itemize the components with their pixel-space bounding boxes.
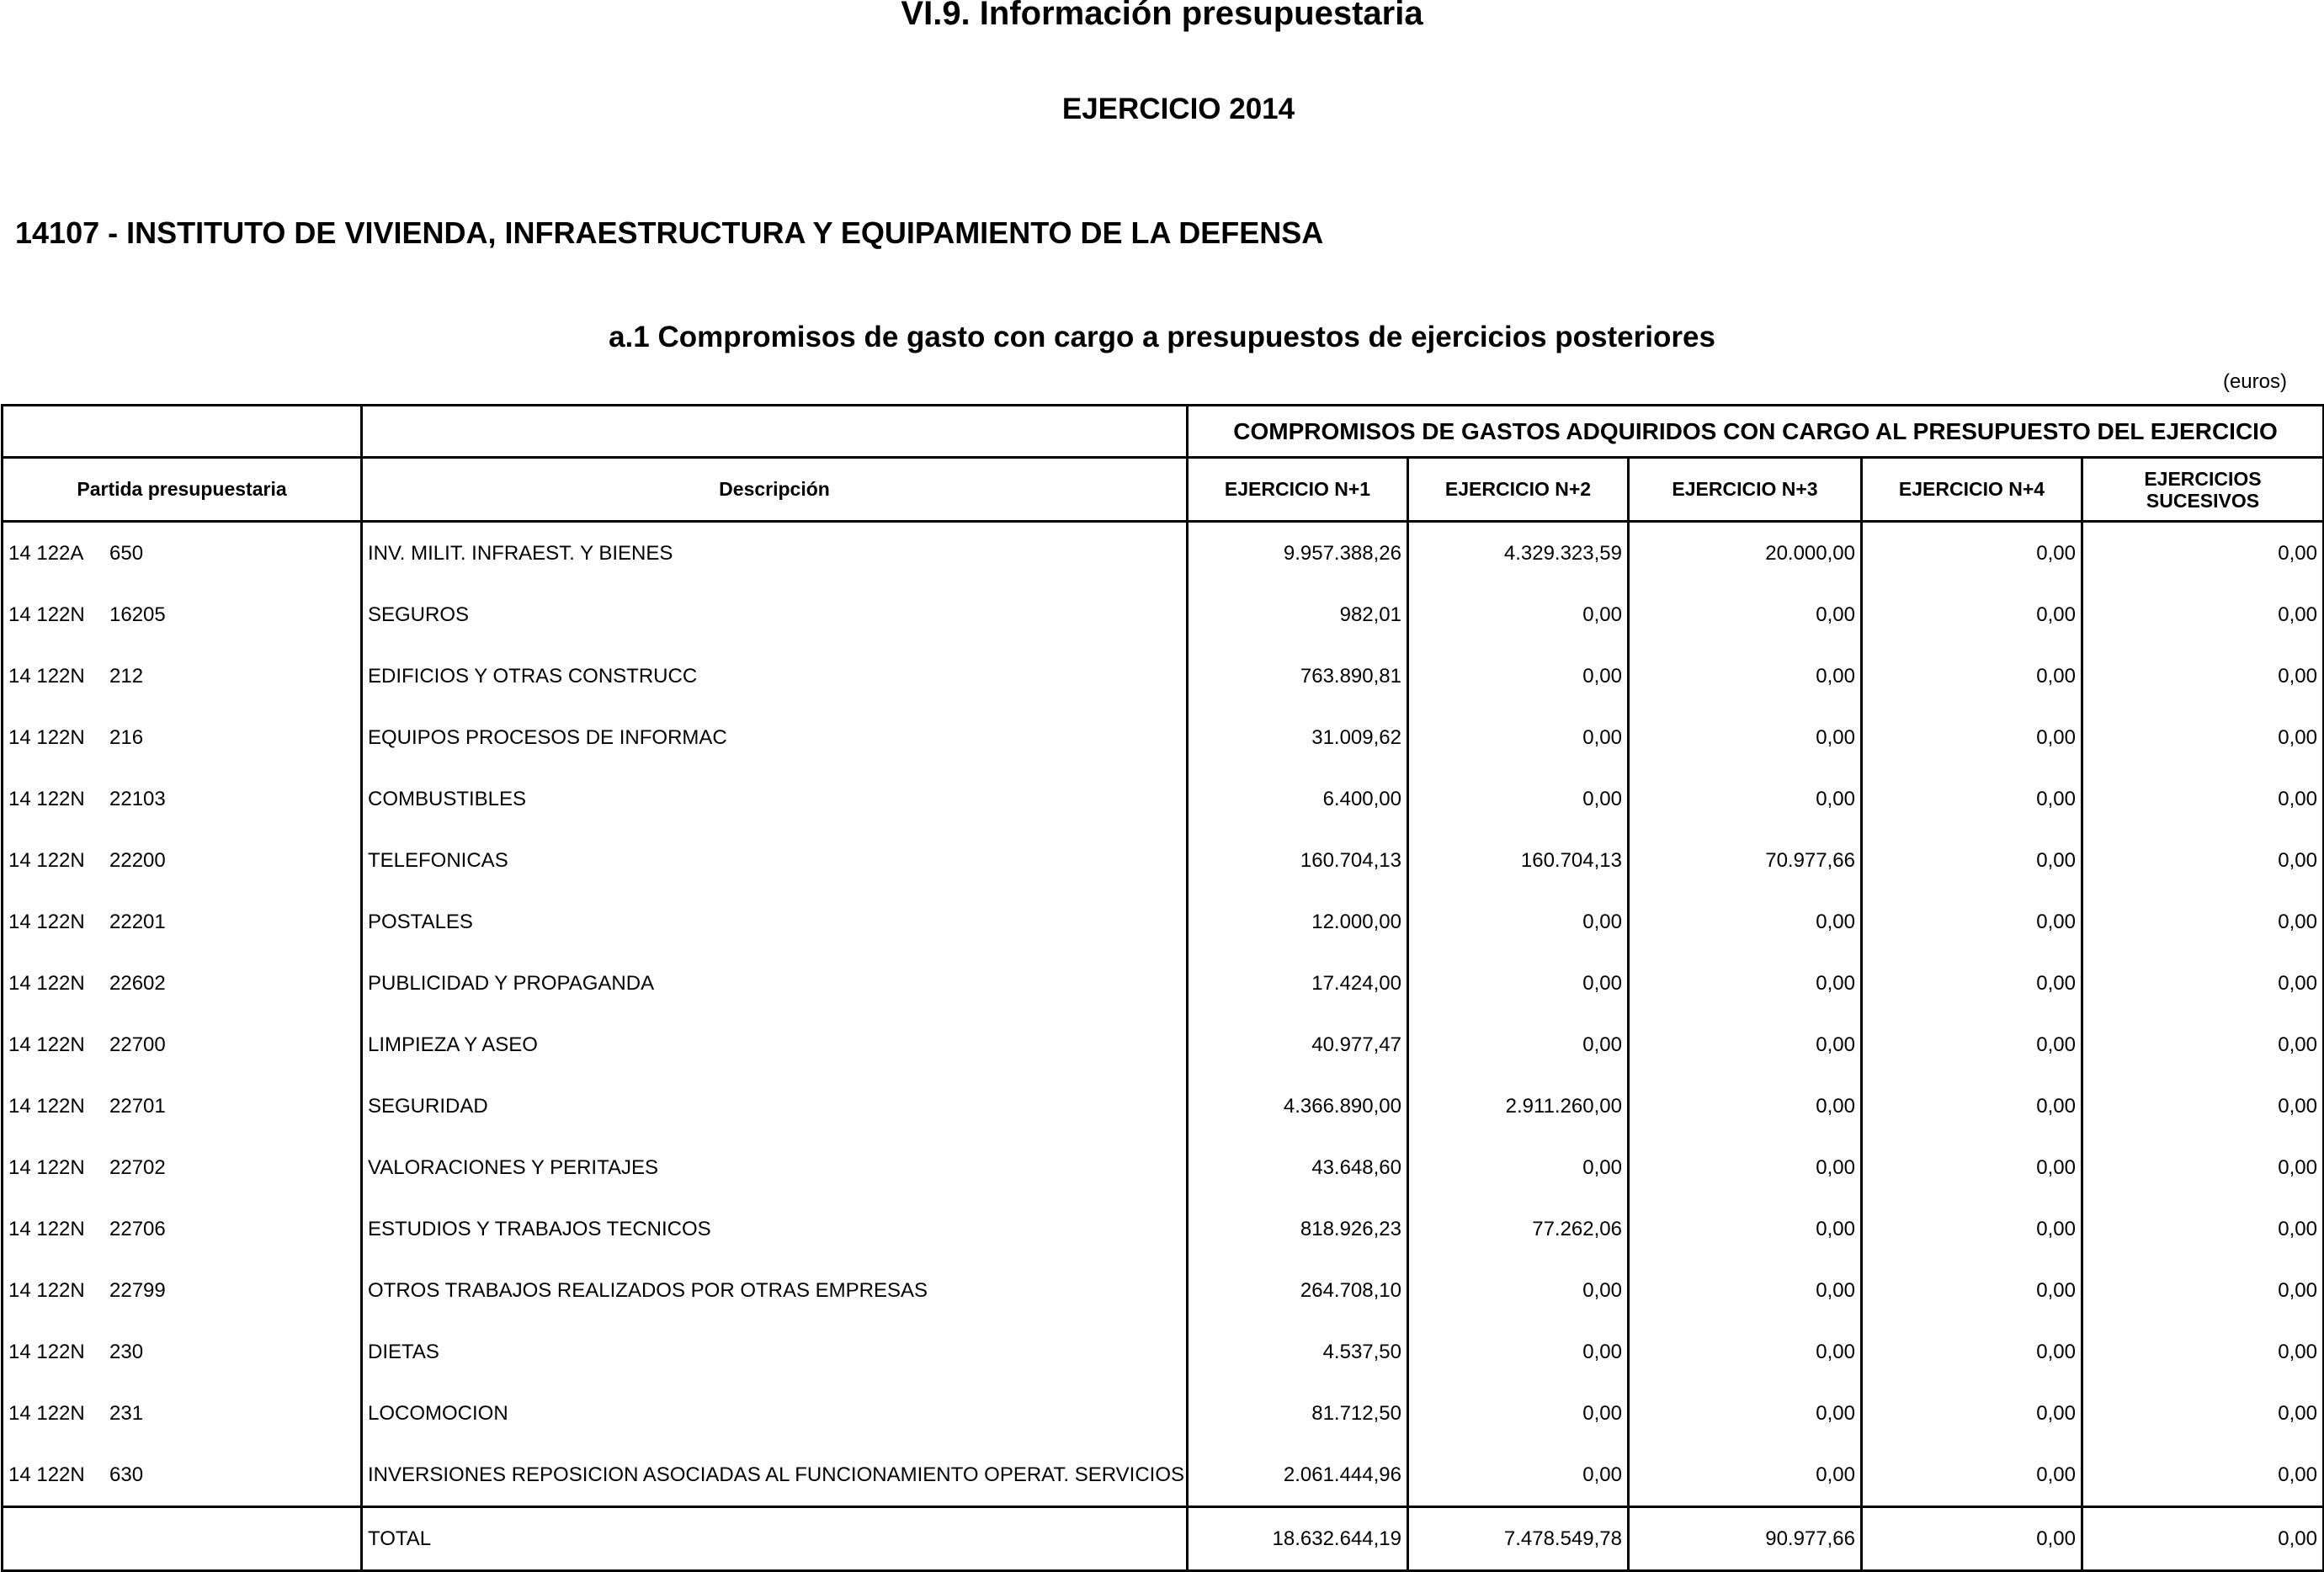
program-code: 14 122N	[8, 1278, 85, 1302]
n4-cell: 0,00	[1862, 522, 2082, 585]
n1-cell: 12.000,00	[1188, 891, 1408, 953]
n1-cell: 31.009,62	[1188, 707, 1408, 768]
n4-cell: 0,00	[1862, 953, 2082, 1014]
concept-code: 216	[109, 725, 144, 749]
n1-cell: 43.648,60	[1188, 1137, 1408, 1198]
n1-cell: 81.712,50	[1188, 1383, 1408, 1444]
table-row	[3, 707, 2324, 768]
total-n4: 0,00	[1862, 1507, 2082, 1571]
n3-cell: 0,00	[1629, 1198, 1862, 1260]
concept-code: 22201	[109, 910, 166, 933]
sucesivos-cell: 0,00	[2082, 1075, 2324, 1137]
table-row	[3, 953, 2324, 1014]
concept-code: 231	[109, 1401, 144, 1425]
concept-code: 22103	[109, 787, 166, 810]
section-title: a.1 Compromisos de gasto con cargo a presupuestos de ejercicios posteriores	[609, 321, 1715, 353]
n1-cell: 160.704,13	[1188, 830, 1408, 891]
n2-cell: 0,00	[1408, 953, 1629, 1014]
concept-code: 650	[109, 541, 144, 565]
description-cell: ESTUDIOS Y TRABAJOS TECNICOS	[362, 1198, 1188, 1260]
partida-cell	[3, 1137, 362, 1198]
partida-cell	[3, 645, 362, 707]
n1-cell: 264.708,10	[1188, 1260, 1408, 1321]
program-code: 14 122N	[8, 910, 85, 933]
description-cell: DIETAS	[362, 1321, 1188, 1383]
entity-title: 14107 - INSTITUTO DE VIVIENDA, INFRAESTRUCTURA Y EQUIPAMIENTO DE LA DEFENSA	[15, 215, 1324, 250]
description-cell: EQUIPOS PROCESOS DE INFORMAC	[362, 707, 1188, 768]
description-cell: LOCOMOCION	[362, 1383, 1188, 1444]
n2-cell: 0,00	[1408, 645, 1629, 707]
n2-cell: 0,00	[1408, 1321, 1629, 1383]
program-code: 14 122N	[8, 1033, 85, 1056]
n3-cell: 0,00	[1629, 891, 1862, 953]
n4-cell: 0,00	[1862, 1444, 2082, 1507]
n1-cell: 818.926,23	[1188, 1198, 1408, 1260]
commitments-table	[1, 404, 2324, 1572]
n4-cell: 0,00	[1862, 1383, 2082, 1444]
n4-cell: 0,00	[1862, 768, 2082, 830]
sucesivos-cell: 0,00	[2082, 830, 2324, 891]
n2-cell: 0,00	[1408, 707, 1629, 768]
n1-cell: 4.537,50	[1188, 1321, 1408, 1383]
n2-cell: 0,00	[1408, 584, 1629, 645]
table-column-header-row	[3, 458, 2324, 522]
table-row	[3, 522, 2324, 585]
sucesivos-cell: 0,00	[2082, 1260, 2324, 1321]
description-cell: POSTALES	[362, 891, 1188, 953]
program-code: 14 122A	[8, 541, 84, 565]
partida-cell	[3, 1075, 362, 1137]
units-label: (euros)	[2222, 370, 2287, 393]
n2-cell: 0,00	[1408, 1260, 1629, 1321]
n2-cell: 77.262,06	[1408, 1198, 1629, 1260]
partida-cell	[3, 1014, 362, 1075]
concept-code: 22706	[109, 1217, 166, 1240]
partida-cell	[3, 1444, 362, 1507]
sucesivos-cell: 0,00	[2082, 891, 2324, 953]
concept-code: 22799	[109, 1278, 166, 1302]
col-header-n2: EJERCICIO N+2	[1408, 458, 1629, 522]
partida-cell	[3, 1260, 362, 1321]
sucesivos-cell: 0,00	[2082, 768, 2324, 830]
program-code: 14 122N	[8, 1094, 85, 1118]
partida-cell	[3, 522, 362, 585]
program-code: 14 122N	[8, 664, 85, 688]
concept-code: 22200	[109, 848, 166, 872]
table-row	[3, 584, 2324, 645]
col-header-descripcion: Descripción	[362, 458, 1188, 522]
n3-cell: 0,00	[1629, 1321, 1862, 1383]
n4-cell: 0,00	[1862, 1260, 2082, 1321]
n3-cell: 0,00	[1629, 768, 1862, 830]
n2-cell: 0,00	[1408, 768, 1629, 830]
program-code: 14 122N	[8, 848, 85, 872]
program-code: 14 122N	[8, 1340, 85, 1363]
description-cell: VALORACIONES Y PERITAJES	[362, 1137, 1188, 1198]
program-code: 14 122N	[8, 787, 85, 810]
partida-cell	[3, 953, 362, 1014]
table-row	[3, 1198, 2324, 1260]
n3-cell: 0,00	[1629, 953, 1862, 1014]
col-header-n3: EJERCICIO N+3	[1629, 458, 1862, 522]
table-group-header-row	[3, 406, 2324, 458]
n3-cell: 0,00	[1629, 1075, 1862, 1137]
program-code: 14 122N	[8, 1155, 85, 1179]
partida-cell	[3, 768, 362, 830]
description-cell: PUBLICIDAD Y PROPAGANDA	[362, 953, 1188, 1014]
description-cell: TELEFONICAS	[362, 830, 1188, 891]
concept-code: 230	[109, 1340, 144, 1363]
n4-cell: 0,00	[1862, 830, 2082, 891]
n3-cell: 0,00	[1629, 1444, 1862, 1507]
n3-cell: 0,00	[1629, 707, 1862, 768]
total-label: TOTAL	[362, 1507, 1188, 1571]
commitments-group-header: COMPROMISOS DE GASTOS ADQUIRIDOS CON CARGO AL PRESUPUESTO DEL EJERCICIO	[1188, 406, 2324, 458]
page-title: VI.9. Información presupuestaria	[901, 0, 1423, 32]
description-cell: SEGUROS	[362, 584, 1188, 645]
partida-cell	[3, 1383, 362, 1444]
sucesivos-cell: 0,00	[2082, 1014, 2324, 1075]
n4-cell: 0,00	[1862, 1198, 2082, 1260]
n1-cell: 4.366.890,00	[1188, 1075, 1408, 1137]
sucesivos-cell: 0,00	[2082, 1321, 2324, 1383]
concept-code: 22700	[109, 1033, 166, 1056]
sucesivos-cell: 0,00	[2082, 1137, 2324, 1198]
n1-cell: 2.061.444,96	[1188, 1444, 1408, 1507]
concept-code: 22602	[109, 971, 166, 995]
program-code: 14 122N	[8, 603, 85, 626]
col-header-n1: EJERCICIO N+1	[1188, 458, 1408, 522]
description-cell: INV. MILIT. INFRAEST. Y BIENES	[362, 522, 1188, 585]
table-row	[3, 1075, 2324, 1137]
n3-cell: 70.977,66	[1629, 830, 1862, 891]
concept-code: 16205	[109, 603, 166, 626]
table-row	[3, 830, 2324, 891]
sucesivos-cell: 0,00	[2082, 645, 2324, 707]
n3-cell: 0,00	[1629, 1137, 1862, 1198]
n4-cell: 0,00	[1862, 1075, 2082, 1137]
n4-cell: 0,00	[1862, 891, 2082, 953]
n1-cell: 17.424,00	[1188, 953, 1408, 1014]
total-row	[3, 1507, 2324, 1571]
sucesivos-cell: 0,00	[2082, 1383, 2324, 1444]
concept-code: 22701	[109, 1094, 166, 1118]
concept-code: 212	[109, 664, 144, 688]
total-partida-cell	[3, 1507, 362, 1571]
n1-cell: 982,01	[1188, 584, 1408, 645]
n2-cell: 0,00	[1408, 1014, 1629, 1075]
n1-cell: 9.957.388,26	[1188, 522, 1408, 585]
n3-cell: 0,00	[1629, 645, 1862, 707]
partida-cell	[3, 707, 362, 768]
n3-cell: 0,00	[1629, 1014, 1862, 1075]
n4-cell: 0,00	[1862, 1137, 2082, 1198]
table-row	[3, 1383, 2324, 1444]
sucesivos-cell: 0,00	[2082, 953, 2324, 1014]
partida-cell	[3, 1198, 362, 1260]
table-row	[3, 1444, 2324, 1507]
empty-header-cell	[362, 406, 1188, 458]
concept-code: 630	[109, 1463, 144, 1486]
fiscal-year-title: EJERCICIO 2014	[1061, 93, 1295, 125]
program-code: 14 122N	[8, 971, 85, 995]
col-header-n4: EJERCICIO N+4	[1862, 458, 2082, 522]
n2-cell: 0,00	[1408, 1444, 1629, 1507]
n3-cell: 0,00	[1629, 1383, 1862, 1444]
n3-cell: 0,00	[1629, 584, 1862, 645]
table-row	[3, 768, 2324, 830]
table-row	[3, 891, 2324, 953]
n3-cell: 20.000,00	[1629, 522, 1862, 585]
sucesivos-cell: 0,00	[2082, 1198, 2324, 1260]
sucesivos-cell: 0,00	[2082, 1444, 2324, 1507]
n4-cell: 0,00	[1862, 645, 2082, 707]
description-cell: SEGURIDAD	[362, 1075, 1188, 1137]
partida-cell	[3, 891, 362, 953]
n2-cell: 0,00	[1408, 1137, 1629, 1198]
sucesivos-cell: 0,00	[2082, 522, 2324, 585]
n2-cell: 4.329.323,59	[1408, 522, 1629, 585]
program-code: 14 122N	[8, 1463, 85, 1486]
n4-cell: 0,00	[1862, 1321, 2082, 1383]
description-cell: OTROS TRABAJOS REALIZADOS POR OTRAS EMPRESAS	[362, 1260, 1188, 1321]
partida-cell	[3, 584, 362, 645]
sucesivos-cell: 0,00	[2082, 584, 2324, 645]
total-n3: 90.977,66	[1629, 1507, 1862, 1571]
col-header-sucesivos: EJERCICIOS SUCESIVOS	[2082, 458, 2324, 522]
n1-cell: 6.400,00	[1188, 768, 1408, 830]
n2-cell: 2.911.260,00	[1408, 1075, 1629, 1137]
n4-cell: 0,00	[1862, 707, 2082, 768]
n2-cell: 0,00	[1408, 1383, 1629, 1444]
concept-code: 22702	[109, 1155, 166, 1179]
table-row	[3, 1260, 2324, 1321]
n4-cell: 0,00	[1862, 584, 2082, 645]
table-row	[3, 645, 2324, 707]
empty-header-cell	[3, 406, 362, 458]
partida-cell	[3, 1321, 362, 1383]
table-row	[3, 1137, 2324, 1198]
total-n2: 7.478.549,78	[1408, 1507, 1629, 1571]
description-cell: INVERSIONES REPOSICION ASOCIADAS AL FUNCIONAMIENTO OPERAT. SERVICIOS	[362, 1444, 1188, 1507]
n1-cell: 763.890,81	[1188, 645, 1408, 707]
n3-cell: 0,00	[1629, 1260, 1862, 1321]
program-code: 14 122N	[8, 1401, 85, 1425]
sucesivos-cell: 0,00	[2082, 707, 2324, 768]
table-row	[3, 1014, 2324, 1075]
n2-cell: 0,00	[1408, 891, 1629, 953]
table-row	[3, 1321, 2324, 1383]
program-code: 14 122N	[8, 1217, 85, 1240]
total-sucesivos: 0,00	[2082, 1507, 2324, 1571]
n1-cell: 40.977,47	[1188, 1014, 1408, 1075]
description-cell: EDIFICIOS Y OTRAS CONSTRUCC	[362, 645, 1188, 707]
description-cell: COMBUSTIBLES	[362, 768, 1188, 830]
n2-cell: 160.704,13	[1408, 830, 1629, 891]
col-header-partida: Partida presupuestaria	[3, 458, 362, 522]
description-cell: LIMPIEZA Y ASEO	[362, 1014, 1188, 1075]
partida-cell	[3, 830, 362, 891]
n4-cell: 0,00	[1862, 1014, 2082, 1075]
program-code: 14 122N	[8, 725, 85, 749]
total-n1: 18.632.644,19	[1188, 1507, 1408, 1571]
